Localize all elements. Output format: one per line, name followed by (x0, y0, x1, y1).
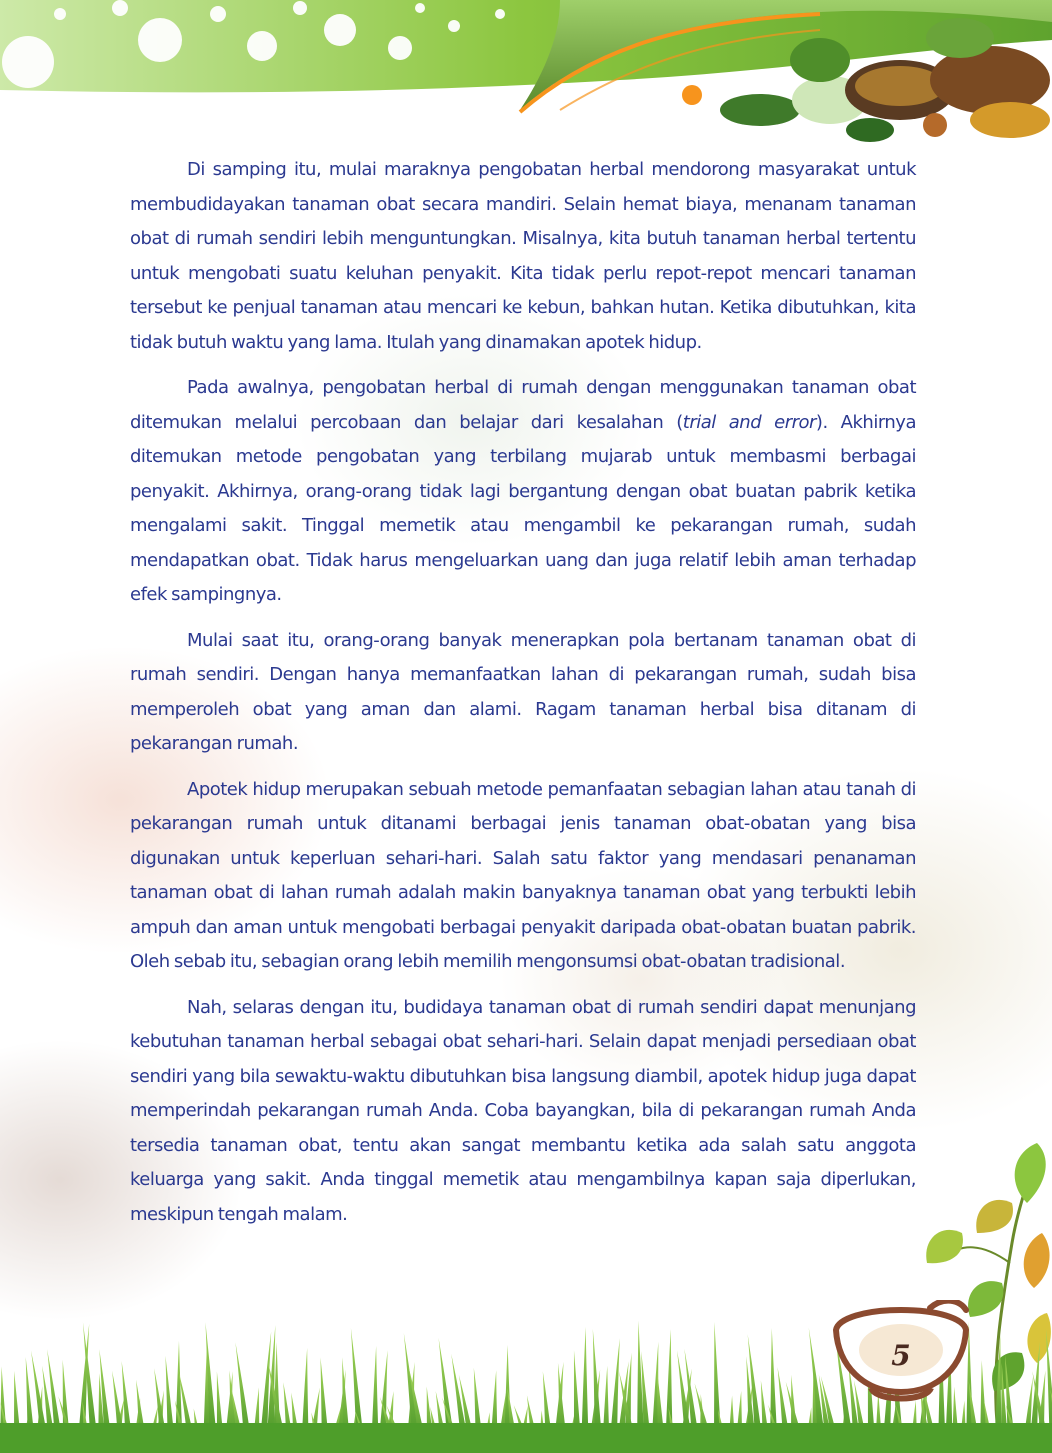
paragraph-2 (130, 371, 916, 613)
paragraph-1: Di samping itu, mulai maraknya pengobatan herbal mendorong masyarakat untuk membudidayakan tanaman obat secara mandiri. Selain hemat biaya, menanam tanaman obat di rumah sendiri lebih menguntungkan. Misalnya, kita butuh tanaman herbal tertentu untuk mengobati suatu keluhan penyakit. Kita tidak perlu repot-repot mencari tanaman tersebut ke penjual tanaman atau mencari ke kebun, bahkan hutan. Ketika dibutuhkan, kita tidak butuh waktu yang lama. Itulah yang dinamakan apotek hidup. (130, 159, 916, 353)
paragraph-3: Mulai saat itu, orang-orang banyak menerapkan pola bertanam tanaman obat di rumah sendiri. Dengan hanya memanfaatkan lahan di pekarangan rumah, sudah bisa memperoleh obat yang aman dan alami. Ragam tanaman herbal bisa ditanam di pekarangan rumah. (130, 629, 916, 754)
body-text (130, 153, 916, 1243)
paragraph-4: Apotek hidup merupakan sebuah metode pemanfaatan sebagian lahan atau tanah di pekarangan rumah untuk ditanami berbagai jenis tanaman obat-obatan yang bisa digunakan untuk keperluan sehari-hari. Salah satu faktor yang mendasari penanaman tanaman obat di lahan rumah adalah makin banyaknya tanaman obat yang terbukti lebih ampuh dan aman untuk mengobati berbagai penyakit daripada obat-obatan buatan pabrik. Oleh sebab itu, sebagian orang lebih memilih mengonsumsi obat-obatan tradisional. (130, 778, 916, 972)
italic-term: trial and error (682, 411, 816, 433)
header-banner (0, 0, 1052, 170)
paragraph-2-text-before: Pada awalnya, pengobatan herbal di rumah dengan menggunakan tanaman obat ditemukan melalui percobaan dan belajar dari kesalahan ( (130, 377, 916, 433)
page-number: 5 (891, 1339, 911, 1372)
paragraph-5: Nah, selaras dengan itu, budidaya tanaman obat di rumah sendiri dapat menunjang kebutuhan tanaman herbal sebagai obat sehari-hari. Selain dapat menjadi persediaan obat sendiri yang bila sewaktu-waktu dibutuhkan bisa langsung diambil, apotek hidup juga dapat memperindah pekarangan rumah Anda. Coba bayangkan, bila di pekarangan rumah Anda tersedia tanaman obat, tentu akan sangat membantu ketika ada salah satu anggota keluarga yang sakit. Anda tinggal memetik atau mengambilnya kapan saja diperlukan, meskipun tengah malam. (130, 996, 916, 1225)
paragraph-2-text-after: ). Akhirnya ditemukan metode pengobatan yang terbilang mujarab untuk membasmi berbagai penyakit. Akhirnya, orang-orang tidak lagi bergantung dengan obat buatan pabrik ketika mengalami sakit. Tinggal memetik atau mengambil ke pekarangan rumah, sudah mendapatkan obat. Tidak harus mengeluarkan uang dan juga relatif lebih aman terhadap efek sampingnya. (130, 411, 916, 605)
